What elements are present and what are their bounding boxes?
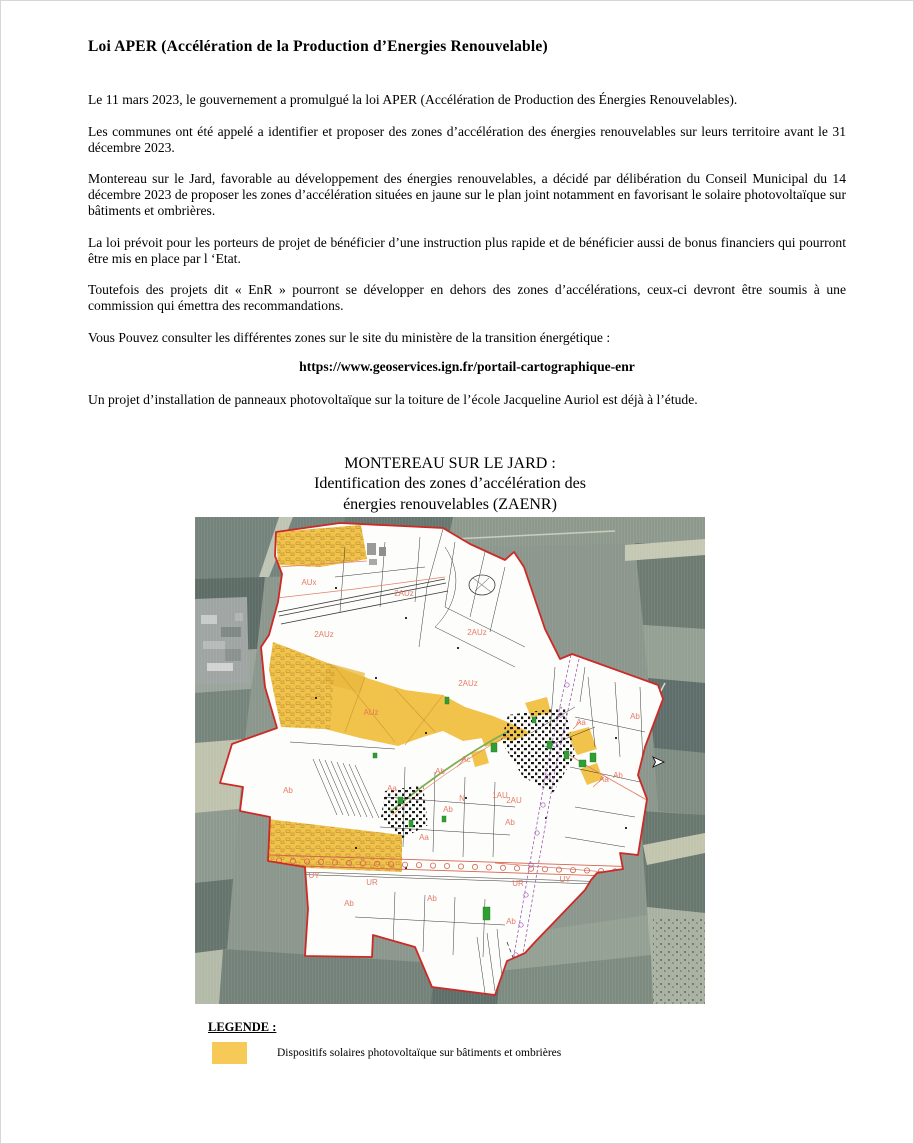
map-title-line3: énergies renouvelables (ZAENR) <box>343 495 557 513</box>
zone-label: N <box>459 794 465 804</box>
zone-label: UR <box>512 879 524 889</box>
page-title: Loi APER (Accélération de la Production d’Energies Renouvelable) <box>88 38 548 55</box>
zone-label: Aa <box>419 833 429 843</box>
zone-label: Ab <box>435 767 445 777</box>
map-title-line2: Identification des zones d’accélération des <box>314 475 586 493</box>
zone-label: Aa <box>387 784 397 794</box>
zone-label: Ab <box>613 771 623 781</box>
zone-label: Ac <box>461 755 471 765</box>
body-text <box>88 92 846 408</box>
zone-label: UY <box>308 871 320 881</box>
paragraph-5: Toutefois des projets dit « EnR » pourront se développer en dehors des zones d’accélérations, ceux-ci devront être soumis à une commission qui émettra des recommandations. <box>88 282 846 314</box>
zone-label: Aa <box>599 775 609 785</box>
map-title-line1: MONTEREAU SUR LE JARD : <box>344 454 556 472</box>
legend-item-label: Dispositifs solaires photovoltaïque sur bâtiments et ombrières <box>277 1047 562 1060</box>
paragraph-1: Le 11 mars 2023, le gouvernement a promulgué la loi APER (Accélération de Production des Énergies Renouvelables). <box>88 92 738 107</box>
zone-label: 2AUz <box>458 679 478 689</box>
zone-label: Ab <box>630 712 640 722</box>
zaenr-swatch-icon <box>212 1042 247 1064</box>
zone-label: Ab <box>283 786 293 796</box>
zaenr-map <box>195 517 705 1004</box>
legend-item <box>212 1042 846 1064</box>
geoservices-link[interactable]: https://www.geoservices.ign.fr/portail-cartographique-enr <box>299 358 635 374</box>
zone-label: Ab <box>505 818 515 828</box>
zone-label: 2AU <box>506 796 522 806</box>
zone-label: Ab <box>443 805 453 815</box>
legend <box>88 1020 846 1064</box>
zone-label: 1AU <box>492 791 508 801</box>
zone-label: Ab <box>344 899 354 909</box>
zone-label: Ab <box>506 917 516 927</box>
zone-label: AUx <box>301 578 317 588</box>
zone-label: 2AUz <box>394 589 414 599</box>
paragraph-4: La loi prévoit pour les porteurs de projet de bénéficier d’une instruction plus rapide et de bénéficier aussi de bonus financiers qui pourront être mis en place par l ‘Etat. <box>88 234 846 266</box>
zone-label: 2AUz <box>314 630 334 640</box>
legend-heading: LEGENDE : <box>208 1020 277 1035</box>
zone-label: 2AUz <box>467 628 487 638</box>
zone-label: AUz <box>363 708 379 718</box>
closing-paragraph: Un projet d’installation de panneaux photovoltaïque sur la toiture de l’école Jacqueline Auriol est déjà à l’étude. <box>88 391 698 407</box>
paragraph-3: Montereau sur le Jard, favorable au développement des énergies renouvelables, a décidé par délibération du Conseil Municipal du 14 décembre 2023 de proposer les zones d’accélération situées en jaune sur le plan joint notamment en favorisant le solaire photovoltaïque sur bâtiments et ombrières. <box>88 171 846 218</box>
zone-label: Aa <box>576 718 586 728</box>
zone-label: UY <box>559 875 571 885</box>
paragraph-2: Les communes ont été appelé a identifier et proposer des zones d’accélération des énergies renouvelables sur leurs territoire avant le 31 décembre 2023. <box>88 123 846 155</box>
map-title <box>195 454 705 516</box>
paragraph-6: Vous Pouvez consulter les différentes zones sur le site du ministère de la transition énergétique : <box>88 329 611 345</box>
zone-label: UR <box>366 878 378 888</box>
zone-label: Ab <box>427 894 437 904</box>
